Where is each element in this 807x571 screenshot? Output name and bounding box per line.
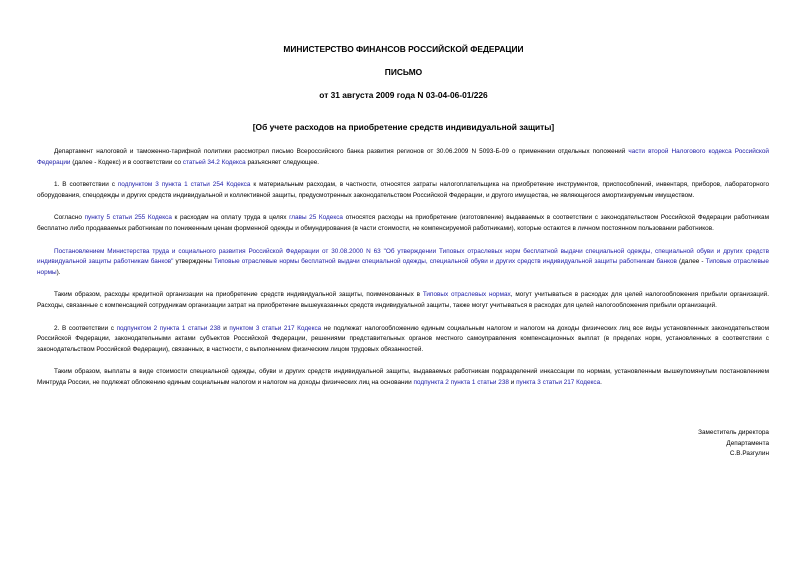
paragraph-text: Департамент налоговой и таможенно-тарифной политики рассмотрел письмо Всероссийского банка развития регионов от 30.06.2009 N 5093-Б-09 о применении отдельных положений: [54, 148, 629, 155]
legal-reference-link[interactable]: подпункта 2 пункта 1 статьи 238: [413, 378, 509, 386]
document-type: ПИСЬМО: [384, 67, 423, 77]
legal-reference-link[interactable]: главы 25 Кодекса: [289, 214, 343, 222]
document-body: [37, 147, 769, 401]
paragraph: [37, 213, 769, 234]
legal-reference-link[interactable]: части второй Налогового кодекса Российской Федерации: [37, 148, 769, 166]
paragraph-text: 1. В соответствии с: [54, 181, 118, 189]
paragraph-text: ).: [56, 268, 61, 276]
paragraph-text: Таким образом, расходы кредитной организации на приобретение средств индивидуальной защиты, поименованных в: [54, 291, 423, 299]
legal-reference-link[interactable]: пункту 5 статьи 255 Кодекса: [84, 214, 172, 222]
signature-department: Департамента: [726, 439, 769, 447]
paragraph-text: и: [508, 378, 517, 386]
paragraph-text: .: [600, 378, 602, 386]
paragraph-text: , могут учитываться в расходах для целей налогообложения прибыли организаций. Расходы, связанные с компенсацией сотрудникам организации затрат на приобретение вышеуказанных средств индивидуальной защиты, также могут учитываться в расходах для целей налогообложения прибыли организаций.: [37, 291, 770, 309]
signature-block: [698, 428, 769, 460]
paragraph: [37, 324, 769, 356]
document-date-number: от 31 августа 2009 года N 03-04-06-01/226: [319, 90, 488, 100]
ministry-heading: МИНИСТЕРСТВО ФИНАНСОВ РОССИЙСКОЙ ФЕДЕРАЦИИ: [283, 44, 524, 54]
paragraph: [37, 147, 769, 168]
paragraph: [37, 180, 769, 201]
document-subject: [Об учете расходов на приобретение средств индивидуальной защиты]: [252, 122, 555, 132]
legal-reference-link[interactable]: статьей 34.2 Кодекса: [182, 158, 246, 166]
legal-reference-link[interactable]: Типовые отраслевые нормы: [37, 258, 769, 276]
legal-reference-link[interactable]: пункта 3 статьи 217 Кодекса: [516, 378, 601, 386]
paragraph-text: (далее -: [676, 258, 706, 266]
legal-reference-link[interactable]: Типовые отраслевые нормы бесплатной выдачи специальной одежды, специальной обуви и других средств индивидуальной защиты работникам банков: [213, 258, 677, 266]
paragraph-text: Таким образом, выплаты в виде стоимости специальной одежды, обуви и других средств индивидуальной защиты, выдаваемых работникам подразделений инкассации по нормам, установленным вышеупомянутым постановлением Минтруда России, не подлежат обложению единым социальным налогом и налогом на доходы физических лиц на основании: [37, 368, 769, 386]
paragraph-text: не подлежат налогообложению единым социальным налогом и налогом на доходы физических лиц все виды установленных законодательством Российской Федерации, законодательными актами субъектов Российской Федерации, решениями представительных органов местного самоуправления компенсационных выплат (в пределах норм, установленных в соответствии с законодательством Российской Федерации), связанных, в частности, с выполнением физическим лицом трудовых обязанностей.: [37, 324, 769, 353]
paragraph-text: к расходам на оплату труда в целях: [171, 214, 290, 222]
paragraph: [37, 367, 769, 388]
paragraph: [37, 290, 769, 311]
legal-reference-link[interactable]: подпунктом 3 пункта 1 статьи 254 Кодекса: [117, 181, 251, 189]
signature-position: Заместитель директора: [698, 429, 769, 436]
signature-name: С.В.Разгулин: [729, 450, 769, 458]
paragraph-text: утверждены: [173, 258, 214, 266]
paragraph-text: к материальным расходам, в частности, относятся затраты налогоплательщика на приобретение инструментов, приспособлений, инвентаря, приборов, лабораторного оборудования, спецодежды и других средств индивидуальной и коллективной защиты, предусмотренных законодательством Российской Федерации, и другого имущества, не являющегося амортизируемым имуществом.: [37, 181, 769, 199]
legal-reference-link[interactable]: пунктом 3 статьи 217 Кодекса: [229, 324, 322, 332]
paragraph-text: и: [220, 324, 230, 332]
paragraph: [37, 247, 769, 279]
legal-reference-link[interactable]: подпунктом 2 пункта 1 статьи 238: [116, 324, 221, 332]
paragraph-text: разъясняет следующее.: [245, 158, 320, 166]
paragraph-text: (далее - Кодекс) и в соответствии со: [70, 158, 183, 166]
paragraph-text: 2. В соответствии с: [54, 324, 117, 332]
legal-reference-link[interactable]: Типовых отраслевых нормах: [422, 291, 511, 299]
paragraph-text: относятся расходы на приобретение (изготовление) выдаваемых в соответствии с законодательством Российской Федерации работникам бесплатно либо продаваемых работникам по пониженным ценам форменной одежды и обмундирования (в части стоимости, не компенсируемой работниками), которые остаются в личном постоянном пользовании работников.: [37, 214, 769, 232]
legal-reference-link[interactable]: Постановлением Министерства труда и социального развития Российской Федерации от 30.08.2000 N 63 "Об утверждении Типовых отраслевых норм бесплатной выдачи специальной одежды, специальной обуви и других средств индивидуальной защиты работникам банков": [37, 247, 769, 266]
paragraph-text: Согласно: [54, 214, 85, 222]
